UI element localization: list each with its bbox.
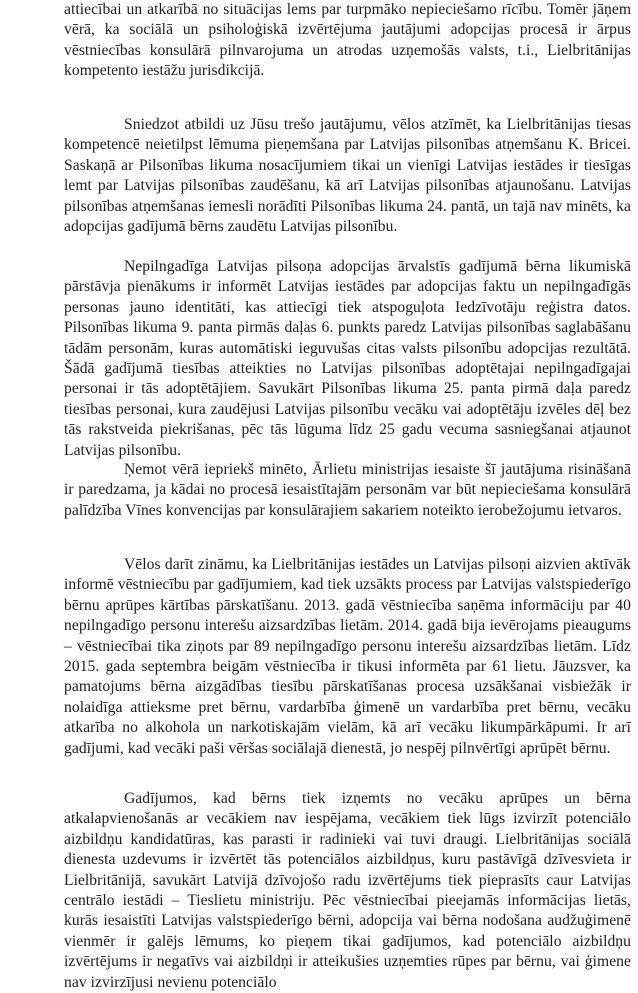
paragraph-statistics: Vēlos darīt zināmu, ka Lielbritānijas iestādes un Latvijas pilsoņi aizvien aktīvāk informē vēstniecību par gadījumiem, kad tiek uzsākts process par Latvijas valstspiederīgo bērnu aprūpes kārtības pārskatīšanu. 2013. gadā vēstniecība saņēma informāciju par 40 nepilngadīgo personu interešu aizsardzības lietām. 2014. gadā bija ievērojams pieaugums – vēstniecībai tika ziņots par 89 nepilngadīgo personu interešu aizsardzības lietām. Līdz 2015. gada septembra beigām vēstniecība ir tikusi informēta par 61 lietu. Jāuzsver, ka pamatojums bērna aizgādības tiesību pārskatīšanas procesa uzsākšanai visbiežāk ir nolaidīga attieksme pret bērnu, vardarbība ģimenē un vardarbība pret bērnu, vecāku atkarība no alkohola un narkotiskajām vielām, kā arī vecāku likumpārkāpumi. Ir arī gadījumi, kad vecāki paši vēršas sociālajā dienestā, jo nespēj pilnvērtīgi aprūpēt bērnu. <box>64 556 631 757</box>
paragraph-adoption-abroad: Nepilngadīga Latvijas pilsoņa adopcijas ārvalstīs gadījumā bērna likumiskā pārstāvja pienākums ir informēt Latvijas iestādes par adopcijas faktu un nepilngadīgās personas jauno identitāti, kas attiecīgi tiek atspoguļota Iedzīvotāju reģistra datos. Pilsonības likuma 9. panta pirmās daļas 6. punkts paredz Latvijas pilsonības saglabāšanu tādām personām, kuras automātiski ieguvušas citas valsts pilsonību adopcijas rezultātā. Šādā gadījumā tiesības atteikties no Latvijas pilsonības adoptētajai nepilngadīgajai personai ir tās adoptētājiem. Savukārt Pilsonības likuma 25. panta pirmā daļa paredz tiesības personai, kura zaudējusi Latvijas pilsonību vecāku vai adoptētāju izvēles dēļ bez tās rakstveida piekrišanas, pēc tās lūguma līdz 25 gadu vecuma sasniegšanai atjaunot Latvijas pilsonību. <box>64 258 631 459</box>
paragraph-guardianship: Gadījumos, kad bērns tiek izņemts no vecāku aprūpes un bērna atkalapvienošanās ar vecākiem nav iespējama, vecākiem tiek lūgs izvirzīt potenciālo aizbildņu kandidatūras, kas parasti ir radinieki vai tuvi draugi. Lielbritānijas sociālā dienesta uzdevums ir izvērtēt tās potenciālos aizbildņus, kuru pastāvīgā dzīvesvieta ir Lielbritānijā, savukārt Latvijā dzīvojošo radu izvērtējums tiek pieprasīts caur Latvijas centrālo iestādi – Tieslietu ministriju. Pēc vēstniecībai pieejamās informācijas lietās, kurās iesaistīti Latvijas valstspiederīgo bērni, adopcija vai bērna nodošana audžuģimenē vienmēr ir galējs lēmums, ko pieņem tikai gadījumos, kad potenciālo aizbildņu izvērtējums ir negatīvs vai aizbildņi ir atteikušies uzņemties rūpes par bērnu, vai ģimene nav izvirzījusi nevienu potenciālo <box>64 790 631 991</box>
paragraph-continued: attiecībai un atkarībā no situācijas lems par turpmāko nepieciešamo rīcību. Tomēr jāņem vērā, ka sociālā un psiholoģiskā izvērtējuma jautājumi adopcijas procesā ir ārpus vēstniecības konsulārā pilnvarojuma un atrodas uzņemošās valsts, t.i., Lielbritānijas kompetento iestāžu jurisdikcijā. <box>64 1 631 80</box>
paragraph-ministry-involvement: Ņemot vērā iepriekš minēto, Ārlietu ministrijas iesaiste šī jautājuma risināšanā ir paredzama, ja kādai no procesā iesaistītajām personām var būt nepieciešama konsulārā palīdzība Vīnes konvencijas par konsulārajiem sakariem noteikto ierobežojumu ietvaros. <box>64 461 631 519</box>
paragraph-citizenship-competence: Sniedzot atbildi uz Jūsu trešo jautājumu, vēlos atzīmēt, ka Lielbritānijas tiesas kompetencē neietilpst lēmuma pieņemšana par Latvijas pilsonības atņemšanu K. Bricei. Saskaņā ar Pilsonības likuma nosacījumiem tikai un vienīgi Latvijas iestādes ir tiesīgas lemt par Latvijas pilsonības zaudēšanu, kā arī Latvijas pilsonības atjaunošanu. Latvijas pilsonības atņemšanas iemesli norādīti Pilsonības likuma 24. pantā, un tajā nav minēts, ka adopcijas gadījumā bērns zaudētu Latvijas pilsonību. <box>64 116 631 236</box>
